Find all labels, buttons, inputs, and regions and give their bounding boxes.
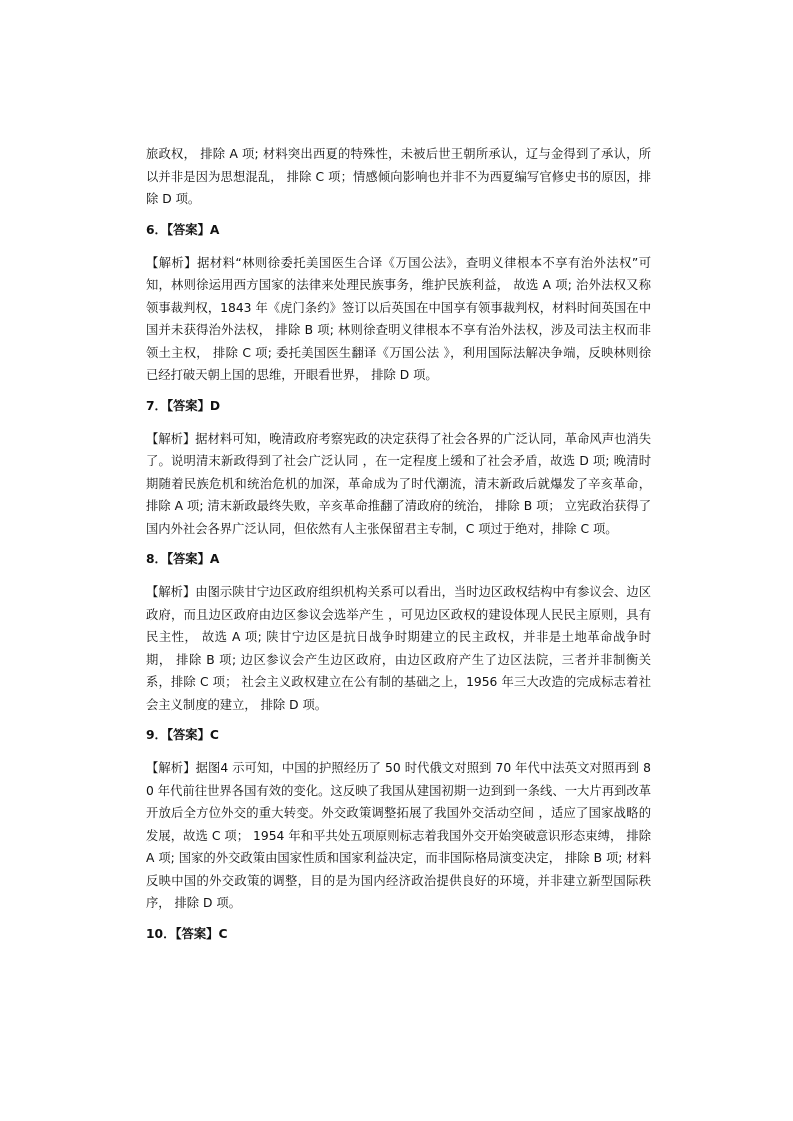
answer-9: 9．【答案】C xyxy=(146,728,219,742)
answer-8: 8．【答案】A xyxy=(146,552,220,566)
answer-key-page xyxy=(146,143,651,944)
analysis-7: 【解析】据材料可知，晚清政府考察宪政的决定获得了社会各界的广泛认同，革命风声也消失了。说明清末新政得到了社会广泛认同 ，在一定程度上缓和了社会矛盾，故选 D 项; 晚清时期随着民族危机和统治危机的加深，革命成为了时代潮流，清末新政后就爆发了辛亥革命， 排除 A 项; 清末新政最终失败，辛亥革命推翻了清政府的统治， 排除 B 项； 立宪政治获得了国内外社会各界广泛认同，但依然有人主张保留君主专制，C 项过于绝对，排除 C 项。 xyxy=(146,431,651,536)
analysis-6: 【解析】据材料“林则徐委托美国医生合译《万国公法》，查明义律根本不享有治外法权”可知，林则徐运用西方国家的法律来处理民族事务，维护民族利益， 故选 A 项; 治外法权又称领事裁判权，1843 年《虎门条约》签订以后英国在中国享有领事裁判权，材料时间英国在中国并未获得治外法权， 排除 B 项; 林则徐查明义律根本不享有治外法权，涉及司法主权而非领土主权， 排除 C 项; 委托美国医生翻译《万国公法 》，利用国际法解决争端，反映林则徐已经打破天朝上国的思维，开眼看世界， 排除 D 项。 xyxy=(146,255,651,382)
answer-10: 10．【答案】C xyxy=(146,926,228,941)
analysis-8: 【解析】由图示陕甘宁边区政府组织机构关系可以看出，当时边区政权结构中有参议会、边区政府，而且边区政府由边区参议会选举产生 ，可见边区政权的建设体现人民民主原则，具有民主性， 故选 A 项; 陕甘宁边区是抗日战争时期建立的民主政权，并非是土地革命战争时期， 排除 B 项; 边区参议会产生边区政府，由边区政府产生了边区法院，三者并非制衡关系，排除 C 项； 社会主义政权建立在公有制的基础之上，1956 年三大改造的完成标志着社会主义制度的建立， 排除 D 项。 xyxy=(146,585,651,712)
answer-6: 6．【答案】A xyxy=(146,222,220,237)
answer-7: 7．【答案】D xyxy=(146,398,221,413)
analysis-9: 【解析】据图4 示可知，中国的护照经历了 50 时代俄文对照到 70 年代中法英文对照再到 80 年代前往世界各国有效的变化。这反映了我国从建国初期一边到到一条线、一大片再到改革开放后全方位外交的重大转变。外交政策调整拓展了我国外交活动空间 ，适应了国家战略的发展，故选 C 项； 1954 年和平共处五项原则标志着我国外交开始突破意识形态束缚， 排除 A 项; 国家的外交政策由国家性质和国家利益决定，而非国际格局演变决定， 排除 B 项; 材料反映中国的外交政策的调整，目的是为国内经济政治提供良好的环境，并非建立新型国际秩序， 排除 D 项。 xyxy=(146,761,651,910)
continuation-paragraph: 旅政权， 排除 A 项; 材料突出西夏的特殊性，未被后世王朝所承认，辽与金得到了承认，所以并非是因为思想混乱， 排除 C 项；情感倾向影响也并非不为西夏编写官修史书的原因，排除 D 项。 xyxy=(146,147,651,206)
